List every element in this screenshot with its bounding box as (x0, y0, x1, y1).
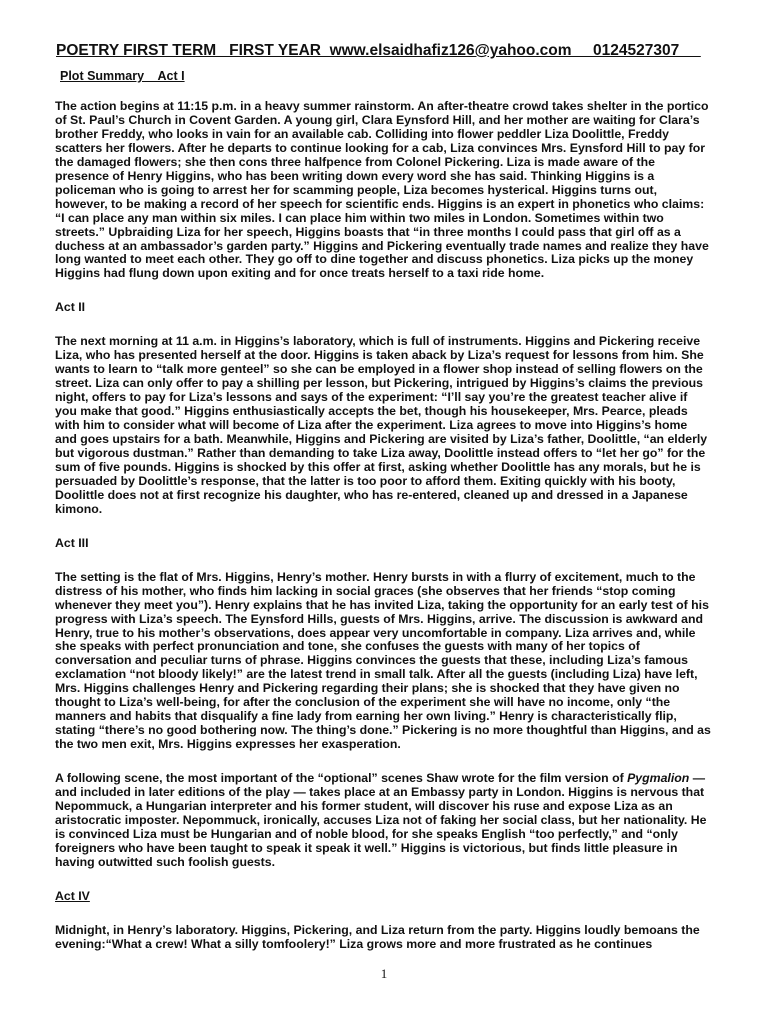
act1-paragraph: The action begins at 11:15 p.m. in a heavy summer rainstorm. An after-theatre crowd takes shelter in the portico of St. Paul’s Church in Covent Garden. A young girl, Clara Eynsford Hill, and her mother are waiting for Clara’s brother Freddy, who looks in vain for an available cab. Colliding into flower peddler Liza Doolittle, Freddy scatters her flowers. After he departs to continue looking for a cab, Liza convinces Mrs. Eynsford Hill to pay for the damaged flowers; she then cons three halfpence from Colonel Pickering. Liza is made aware of the presence of Henry Higgins, who has been writing down every word she has said. Thinking Higgins is a policeman who is going to arrest her for scamming people, Liza becomes hysterical. Higgins turns out, however, to be making a record of her speech for scientific ends. Higgins is an expert in phonetics who claims: “I can place any man within six miles. I can place him within two miles in London. Sometimes within two streets.” Upbraiding Liza for her speech, Higgins boasts that “in three months I could pass that girl off as a duchess at an ambassador’s garden party.” Higgins and Pickering eventually trade names and realize they have long wanted to meet each other. They go off to dine together and discuss phonetics. Liza picks up the money Higgins had flung down upon exiting and for once treats herself to a taxi ride home. (55, 99, 709, 281)
plot-summary-heading: Plot Summary Act I (60, 69, 185, 83)
act3-heading: Act III (55, 535, 89, 550)
act4-heading: Act IV (55, 888, 90, 903)
act4-paragraph: Midnight, in Henry’s laboratory. Higgins, Pickering, and Liza return from the party. Higgins loudly bemoans the evening:“What a crew! What a silly tomfoolery!” Liza grows more and more frustrated as he continues (55, 922, 700, 951)
act2-paragraph: The next morning at 11 a.m. in Higgins’s laboratory, which is full of instruments. Higgins and Pickering receive Liza, who has presented herself at the door. Higgins is taken aback by Liza’s request for lessons from him. She wants to learn to “talk more genteel” so she can be employed in a flower shop instead of selling flowers on the street. Liza can only offer to pay a shilling per lesson, but Pickering, intrigued by Higgins’s claims the previous night, offers to pay for Liza’s lessons and says of the experiment: “I’ll say you’re the greatest teacher alive if you make that good.” Higgins enthusiastically accepts the bet, though his housekeeper, Mrs. Pearce, pleads with him to consider what will become of Liza after the experiment. Liza agrees to move into Higgins’s home and goes upstairs for a bath. Meanwhile, Higgins and Pickering are visited by Liza’s father, Doolittle, “an elderly but vigorous dustman.” Rather than demanding to take Liza away, Doolittle instead offers to “let her go” for the sum of five pounds. Higgins is shocked by this offer at first, asking whether Doolittle has any morals, but he is persuaded by Doolittle’s response, that the latter is too poor to afford them. Exiting quickly with his booty, Doolittle does not at first recognize his daughter, who has re-entered, cleaned up and dressed in a Japanese kimono. (55, 334, 708, 516)
act2-heading: Act II (55, 300, 86, 315)
document-body (55, 100, 711, 952)
following-scene-paragraph (55, 772, 711, 870)
following-scene-text-end: — and included in later editions of the play — takes place at an Embassy party in London. Higgins is nervous that Nepommuck, a Hungarian interpreter and his former student, will discover his ruse and expose Liza as an aristocratic imposter. Nepommuck, ironically, accuses Liza not of faking her social class, but her nationality. He is convinced Liza must be Hungarian and of noble blood, for she speaks English “too perfectly,” and “only foreigners who have been taught to speak it speak it well.” Higgins is victorious, but finds little pleasure in having outwitted such foolish guests. (55, 771, 707, 869)
pygmalion-title: Pygmalion (627, 771, 690, 786)
page-number: 1 (380, 966, 388, 981)
following-scene-text-start: A following scene, the most important of the “optional” scenes Shaw wrote for the film version of (55, 771, 628, 786)
act3-paragraph: The setting is the flat of Mrs. Higgins, Henry’s mother. Henry bursts in with a flurry of excitement, much to the distress of his mother, who finds him lacking in social graces (she observes that her friends “stop coming whenever they meet you”). Henry explains that he has invited Liza, taking the opportunity for an early test of his progress with Liza’s speech. The Eynsford Hills, guests of Mrs. Higgins, arrive. The discussion is awkward and Henry, true to his mother’s observations, does appear very uncomfortable in company. Liza arrives and, while she speaks with perfect pronunciation and tone, she confuses the guests with many of her topics of conversation and peculiar turns of phrase. Higgins convinces the guests that these, including Liza’s famous exclamation “not bloody likely!” are the latest trend in small talk. After all the guests (including Liza) have left, Mrs. Higgins challenges Henry and Pickering regarding their plans; she is shocked that they have given no thought to Liza’s well-being, for after the conclusion of the experiment she will have no income, only “the manners and habits that disqualify a fine lady from earning her own living.” Henry is characteristically flip, stating “there’s no good bothering now. The thing’s done.” Pickering is no more thoughtful than Higgins, and as the two men exit, Mrs. Higgins expresses her exasperation. (55, 569, 711, 752)
page-header: POETRY FIRST TERM FIRST YEAR www.elsaidhafiz126@yahoo.com 0124527307 (56, 42, 701, 59)
